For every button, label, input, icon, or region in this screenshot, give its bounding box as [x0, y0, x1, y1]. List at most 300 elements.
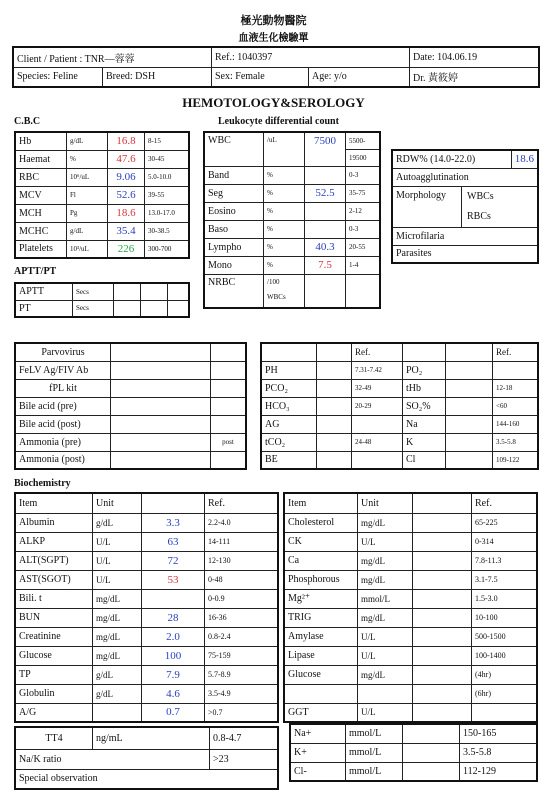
biochem-row [284, 684, 537, 703]
biochem-ref: 12-130 [205, 551, 279, 570]
biochem-unit: mg/dL [358, 513, 413, 532]
gas-item-right: SO₂% [403, 397, 446, 415]
gas-ref: 32-49 [352, 379, 403, 397]
gas-row [261, 397, 538, 415]
biochem-row [15, 532, 278, 551]
biochem-item: AST(SGOT) [15, 570, 93, 589]
biochem-item-header: Item [15, 493, 93, 513]
cbc-unit: 10⁶/uL [67, 168, 108, 186]
biochem-ref: 75-159 [205, 646, 279, 665]
biochem-item: Glucose [284, 665, 358, 684]
biochem-value: 7.9 [142, 665, 205, 684]
biochem-row [284, 646, 537, 665]
leuko-value: 7.5 [305, 256, 346, 274]
nak-ref: >23 [210, 749, 279, 769]
leuko-item: Eosino [204, 202, 264, 220]
serology-item: FeLV Ag/FIV Ab [15, 361, 111, 379]
biochem-unit: U/L [358, 646, 413, 665]
serology-post: post [211, 433, 247, 451]
electrolyte-row [290, 724, 537, 743]
gas-value-right [446, 415, 493, 433]
biochem-value [413, 513, 472, 532]
leuko-ref: 0-3 [346, 220, 381, 238]
gas-value-right [446, 361, 493, 379]
serology-note [211, 415, 247, 433]
special-observation: Special observation [15, 769, 278, 789]
gas-item-right: Cl [403, 451, 446, 469]
electrolyte-row [290, 762, 537, 781]
biochem-item: Amylase [284, 627, 358, 646]
biochem-item: Cholesterol [284, 513, 358, 532]
client-patient: Client / Patient : TNR—蓉蓉 [13, 47, 212, 67]
cbc-unit: Fl [67, 186, 108, 204]
biochem-row [15, 589, 278, 608]
gas-item: HCO₃ [261, 397, 317, 415]
gas-ref: 7.31-7.42 [352, 361, 403, 379]
biochem-ref: 10-100 [472, 608, 538, 627]
gas-ref: 24-48 [352, 433, 403, 451]
gas-value-right [446, 433, 493, 451]
report-date: Date: 104.06.19 [410, 47, 540, 67]
biochem-item: TRIG [284, 608, 358, 627]
form-title: 血液生化檢驗單 [238, 33, 309, 44]
biochem-value: 63 [142, 532, 205, 551]
leuko-unit: % [264, 256, 305, 274]
serology-result [111, 397, 211, 415]
cbc-item: RBC [15, 168, 67, 186]
nrbc-label: NRBC [204, 274, 264, 308]
serology-result [111, 361, 211, 379]
biochem-row [284, 551, 537, 570]
breed: Breed: DSH [103, 67, 212, 87]
biochem-unit: mg/dL [93, 646, 142, 665]
biochem-value [413, 665, 472, 684]
biochem-item: CK [284, 532, 358, 551]
biochem-ref: 0-48 [205, 570, 279, 589]
gas-item: AG [261, 415, 317, 433]
biochem-item [284, 684, 358, 703]
biochem-item: ALKP [15, 532, 93, 551]
gas-ref [352, 451, 403, 469]
serology-item: Ammonia (post) [15, 451, 111, 469]
biochem-row [15, 684, 278, 703]
biochem-ref-header: Ref. [205, 493, 279, 513]
biochem-ref: (4hr) [472, 665, 538, 684]
cbc-ref: 8-15 [145, 132, 190, 150]
cbc-value: 226 [108, 240, 145, 258]
gas-row [261, 361, 538, 379]
biochem-value: 28 [142, 608, 205, 627]
nrbc-unit-line2: WBCs [267, 292, 286, 301]
cbc-ref: 300-700 [145, 240, 190, 258]
aptt-value [114, 283, 141, 300]
aptt-value2 [141, 283, 168, 300]
gas-row [261, 451, 538, 469]
biochem-row [15, 703, 278, 722]
gas-ref-right: 3.5-5.8 [493, 433, 539, 451]
cbc-row [15, 150, 189, 168]
morph-wbcs: WBCs [467, 190, 494, 202]
gas-value-right [446, 451, 493, 469]
leuko-value [305, 202, 346, 220]
biochem-item: BUN [15, 608, 93, 627]
gas-header-row [261, 343, 538, 361]
nrbc-ref [346, 274, 381, 308]
serology-row [15, 379, 246, 397]
cbc-ref: 39-55 [145, 186, 190, 204]
tt4-unit: ng/mL [93, 727, 210, 749]
serology-row [15, 361, 246, 379]
leuko-item: Band [204, 166, 264, 184]
gas-value-right [446, 397, 493, 415]
leuko-row [204, 256, 380, 274]
aptt-item: APTT [15, 283, 73, 300]
tt4-ref: 0.8-4.7 [210, 727, 279, 749]
leuko-value [305, 166, 346, 184]
leuko-row [204, 184, 380, 202]
biochem-value [413, 703, 472, 722]
cbc-title: C.B.C [14, 116, 41, 127]
leuko-unit: % [264, 166, 305, 184]
leuko-unit: % [264, 238, 305, 256]
wbc-unit: /uL [264, 132, 305, 166]
biochem-item: ALT(SGPT) [15, 551, 93, 570]
biochem-value: 53 [142, 570, 205, 589]
cbc-row [15, 168, 189, 186]
aptt-value [114, 300, 141, 317]
biochem-row [284, 589, 537, 608]
gas-value [317, 433, 352, 451]
gas-h-value [317, 343, 352, 361]
biochem-ref: 0-0.9 [205, 589, 279, 608]
cbc-item: Hb [15, 132, 67, 150]
gas-item: BE [261, 451, 317, 469]
biochem-value [413, 646, 472, 665]
biochem-item: Lipase [284, 646, 358, 665]
electrolyte-ref: 3.5-5.8 [460, 743, 538, 762]
microfilaria: Microfilaria [392, 227, 538, 245]
biochem-row [15, 551, 278, 570]
serology-item: Parvovirus [15, 343, 111, 361]
serology-item: Ammonia (pre) [15, 433, 111, 451]
gas-value [317, 379, 352, 397]
biochem-unit [358, 684, 413, 703]
leuko-ref: 1-4 [346, 256, 381, 274]
leuko-row [204, 166, 380, 184]
main-title: HEMOTOLOGY&SEROLOGY [182, 95, 365, 110]
biochem-value-header [413, 493, 472, 513]
biochem-value [413, 570, 472, 589]
cbc-value: 47.6 [108, 150, 145, 168]
parasites: Parasites [392, 245, 538, 263]
aptt-value2 [141, 300, 168, 317]
rdw-label: RDW% (14.0-22.0) [392, 150, 511, 168]
electrolyte-item: Na+ [290, 724, 346, 743]
biochem-value: 2.0 [142, 627, 205, 646]
gas-ref-right: 12-18 [493, 379, 539, 397]
biochem-row [15, 608, 278, 627]
aptt-table [14, 282, 190, 318]
biochem-unit: U/L [93, 570, 142, 589]
biochem-unit: mg/dL [358, 551, 413, 570]
biochem-ref: 0.8-2.4 [205, 627, 279, 646]
aptt-title: APTT/PT [14, 266, 57, 277]
biochem-value: 72 [142, 551, 205, 570]
serology-note [211, 361, 247, 379]
gas-item-right: tHb [403, 379, 446, 397]
ref-number: Ref.: 1040397 [212, 47, 410, 67]
gas-item-right: K [403, 433, 446, 451]
biochem-unit: g/dL [93, 684, 142, 703]
cbc-table [14, 131, 190, 259]
biochem-title: Biochemistry [14, 478, 71, 489]
cbc-row [15, 132, 189, 150]
cbc-row [15, 204, 189, 222]
biochem-unit: mmol/L [358, 589, 413, 608]
leuko-ref: 0-3 [346, 166, 381, 184]
biochem-value: 0.7 [142, 703, 205, 722]
biochem-row [284, 608, 537, 627]
biochem-row [284, 665, 537, 684]
wbc-ref-high: 19500 [346, 149, 381, 166]
cbc-row [15, 222, 189, 240]
serology-note [211, 451, 247, 469]
electrolyte-value [403, 743, 460, 762]
biochem-item: A/G [15, 703, 93, 722]
biochem-value-header [142, 493, 205, 513]
gas-item-right: Na [403, 415, 446, 433]
wbc-label: WBC [204, 132, 264, 166]
morph-rbcs: RBCs [467, 210, 491, 222]
leuko-unit: % [264, 220, 305, 238]
biochem-ref: 7.8-11.3 [472, 551, 538, 570]
biochem-item: Globulin [15, 684, 93, 703]
biochem-value [413, 684, 472, 703]
leuko-item: Seg [204, 184, 264, 202]
biochem-unit: g/dL [93, 665, 142, 684]
biochem-header-row [284, 493, 537, 513]
biochem-ref: 2.2-4.0 [205, 513, 279, 532]
gas-item: PH [261, 361, 317, 379]
aptt-row [15, 283, 189, 300]
nrbc-unit-line1: /100 [267, 277, 280, 286]
biochem-ref: 65-225 [472, 513, 538, 532]
aptt-row [15, 300, 189, 317]
electrolyte-ref: 150-165 [460, 724, 538, 743]
biochem-value [413, 608, 472, 627]
biochem-value: 3.3 [142, 513, 205, 532]
gas-h-value2 [446, 343, 493, 361]
biochem-unit: U/L [93, 532, 142, 551]
biochem-ref: 16-36 [205, 608, 279, 627]
wbc-value: 7500 [305, 132, 346, 166]
cbc-row [15, 240, 189, 258]
aptt-unit: Secs [73, 283, 114, 300]
gas-ref-right [493, 361, 539, 379]
gas-item-right: PO₂ [403, 361, 446, 379]
biochem-row [15, 570, 278, 589]
hospital-name: 極光動物醫院 [240, 14, 307, 27]
aptt-item: PT [15, 300, 73, 317]
serology-note [211, 397, 247, 415]
biochem-unit-header: Unit [93, 493, 142, 513]
electrolyte-item: Cl- [290, 762, 346, 781]
biochem-row [15, 627, 278, 646]
biochem-item: GGT [284, 703, 358, 722]
age: Age: y/o [309, 67, 410, 87]
gas-item: PCO₂ [261, 379, 317, 397]
electrolyte-table [289, 723, 538, 782]
serology-result [111, 433, 211, 451]
nrbc-value [305, 274, 346, 308]
gas-value [317, 451, 352, 469]
serology-row [15, 343, 246, 361]
leuko-row [204, 238, 380, 256]
cbc-unit: g/dL [67, 132, 108, 150]
biochem-value [142, 589, 205, 608]
rdw-value: 18.6 [511, 150, 538, 168]
cbc-ref: 30-38.5 [145, 222, 190, 240]
biochem-value [413, 589, 472, 608]
serology-item: fPL kit [15, 379, 111, 397]
cbc-ref: 30-45 [145, 150, 190, 168]
species: Species: Feline [13, 67, 103, 87]
aptt-ref [168, 300, 190, 317]
biochem-value [413, 532, 472, 551]
cbc-value: 35.4 [108, 222, 145, 240]
cbc-value: 9.06 [108, 168, 145, 186]
biochem-unit: mg/dL [93, 608, 142, 627]
biochem-item: Bili. t [15, 589, 93, 608]
biochem-unit [93, 703, 142, 722]
serology-note [211, 343, 247, 361]
leuko-item: Mono [204, 256, 264, 274]
leuko-ref: 2-12 [346, 202, 381, 220]
gas-value-right [446, 379, 493, 397]
gas-ref-right: 109-122 [493, 451, 539, 469]
cbc-ref: 13.0-17.0 [145, 204, 190, 222]
gas-ref-header2: Ref. [493, 343, 539, 361]
biochem-item: Glucose [15, 646, 93, 665]
leuko-table [203, 131, 381, 309]
biochem-ref: 14-111 [205, 532, 279, 551]
cbc-item: MCV [15, 186, 67, 204]
sex: Sex: Female [212, 67, 309, 87]
cbc-item: Platelets [15, 240, 67, 258]
serology-row [15, 397, 246, 415]
biochem-value: 100 [142, 646, 205, 665]
serology-result [111, 451, 211, 469]
electrolyte-row [290, 743, 537, 762]
biochem-unit: g/dL [93, 513, 142, 532]
gas-h-item2 [403, 343, 446, 361]
leuko-ref: 35-75 [346, 184, 381, 202]
nrbc-row [204, 274, 380, 308]
autoagglutination: Autoagglutination [392, 168, 538, 186]
biochem-ref: 0-314 [472, 532, 538, 551]
gas-item: tCO₂ [261, 433, 317, 451]
biochem-item: Albumin [15, 513, 93, 532]
serology-result [111, 415, 211, 433]
leuko-title: Leukocyte differential count [218, 116, 339, 127]
gas-ref-right: 144-160 [493, 415, 539, 433]
leuko-unit: % [264, 202, 305, 220]
biochem-unit: U/L [358, 627, 413, 646]
gas-row [261, 415, 538, 433]
biochem-ref: 5.7-8.9 [205, 665, 279, 684]
biochem-row [15, 513, 278, 532]
biochem-unit: mg/dL [93, 627, 142, 646]
leuko-item: Baso [204, 220, 264, 238]
biochem-value [413, 551, 472, 570]
serology-row [15, 451, 246, 469]
serology-result [111, 343, 211, 361]
serology-result [111, 379, 211, 397]
electrolyte-value [403, 724, 460, 743]
cbc-item: Haemat [15, 150, 67, 168]
blood-gas-table [260, 342, 539, 470]
serology-row [15, 433, 246, 451]
electrolyte-unit: mmol/L [346, 724, 403, 743]
cbc-unit: % [67, 150, 108, 168]
biochem-right-table [283, 492, 538, 723]
electrolyte-item: K+ [290, 743, 346, 762]
electrolyte-value [403, 762, 460, 781]
gas-value [317, 361, 352, 379]
biochem-ref: >0.7 [205, 703, 279, 722]
biochem-row [15, 646, 278, 665]
cbc-value: 52.6 [108, 186, 145, 204]
biochem-row [15, 665, 278, 684]
biochem-ref [472, 703, 538, 722]
leuko-value: 52.5 [305, 184, 346, 202]
cbc-unit: Pg [67, 204, 108, 222]
biochem-left-table [14, 492, 279, 723]
biochem-ref: 100-1400 [472, 646, 538, 665]
gas-ref-header: Ref. [352, 343, 403, 361]
biochem-item: Phosphorous [284, 570, 358, 589]
biochem-unit: U/L [358, 703, 413, 722]
cbc-item: MCHC [15, 222, 67, 240]
morphology: Morphology [392, 186, 462, 227]
gas-ref [352, 415, 403, 433]
serology-note [211, 379, 247, 397]
biochem-row [284, 570, 537, 589]
biochem-unit: U/L [358, 532, 413, 551]
biochem-ref: (6hr) [472, 684, 538, 703]
doctor: Dr. 黃筱婷 [410, 67, 540, 87]
electrolyte-unit: mmol/L [346, 743, 403, 762]
serology-item: Bile acid (pre) [15, 397, 111, 415]
aptt-unit: Secs [73, 300, 114, 317]
nrbc-unit [264, 274, 305, 308]
biochem-row [284, 703, 537, 722]
biochem-item: Creatinine [15, 627, 93, 646]
cbc-value: 16.8 [108, 132, 145, 150]
biochem-unit: mg/dL [93, 589, 142, 608]
serology-table [14, 342, 247, 470]
electrolyte-unit: mmol/L [346, 762, 403, 781]
gas-row [261, 433, 538, 451]
biochem-ref: 3.1-7.5 [472, 570, 538, 589]
biochem-row [284, 627, 537, 646]
leuko-unit: % [264, 184, 305, 202]
biochem-unit: U/L [93, 551, 142, 570]
cbc-row [15, 186, 189, 204]
gas-value [317, 415, 352, 433]
aptt-ref [168, 283, 190, 300]
gas-row [261, 379, 538, 397]
